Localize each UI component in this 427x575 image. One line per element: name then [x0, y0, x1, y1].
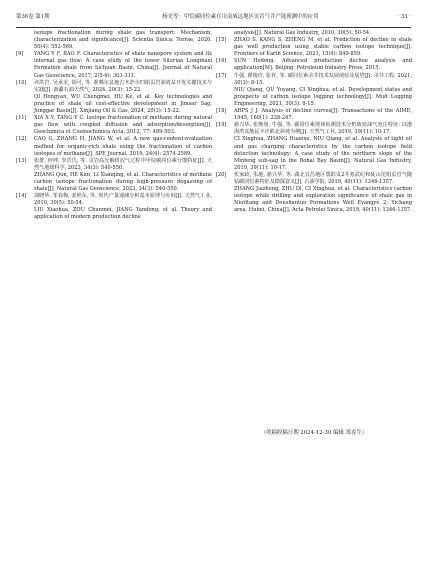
- reference-entry: [16, 136, 212, 157]
- reference-text: [34, 158, 212, 193]
- reference-line: XIA X Y, TANG Y C. Isotope fractionation of methane during natural gas flow with coupled diffusion and adsorption/desorption[J]. Geochimica et Cosmochimica Acta, 2012, 77: 489-503.: [34, 115, 212, 136]
- reference-text: [234, 37, 412, 58]
- reference-line: ZHAO S, KANG S, ZHENG M, et al. Prediction of decline in shale gas well production using stable carbon isotope technique[J]. Frontiers of Earth Science, 2021, 15(4): 849-859.: [234, 37, 412, 58]
- reference-entry: [16, 80, 212, 115]
- references-left-column: [16, 30, 212, 222]
- reference-number: [15]: [216, 37, 227, 44]
- reference-line: 慈兴华, 张焕旭, 牛强, 等. 碳同位素现场检测技术分析致密油气充注特征: 以渤海湾盆地民丰洼陷北斜坡为例[J]. 天然气工业, 2019, 39(11): 10-17.: [234, 122, 412, 136]
- reference-text: [16, 30, 212, 51]
- reference-line: isotope fractionation during shale gas transport: Mechanism, characterization and significance[J]. Scientia Sinica: Terrae, 2020, 50(4): 553-569.: [34, 30, 212, 51]
- running-title: 杨光等：甲烷碳同位素在川南威远地区页岩气井产能预测中的应用: [162, 14, 319, 20]
- reference-number: [17]: [216, 72, 227, 79]
- reference-line: SUN Hedong. Advanced production decline analysis and application[M]. Beijing: Petroleum Industry Press, 2015.: [234, 58, 412, 72]
- reference-text: [34, 80, 212, 115]
- reference-text: [234, 58, 412, 72]
- reference-entry: [16, 51, 212, 79]
- reference-entry: [16, 193, 212, 221]
- header-rule: [16, 27, 411, 28]
- reference-number: [9]: [16, 51, 24, 58]
- reference-entry: [216, 30, 412, 37]
- reference-line: ZHANG Jiazheng, ZHU Di, CI Xinghua, et al. Characteristics carbon isotope while drilling and exploration significance of shale gas in Niutitang and Doushantuo Formations Well Eyangye 2, Yichang area, Hubei, China[J]. Acta Petrolei Sinica, 2019, 40(11): 1346-1357.: [234, 186, 412, 214]
- reference-line: LIU Xiaohua, ZOU Chunmei, JIANG Yandong, et al. Theory and application of modern production decline: [34, 207, 212, 221]
- reference-line: 齐洪岩, 吴承美, 胡可, 等. 准噶尔盆地吉木萨尔凹陷页岩油效益开发关键技术与实践[J]. 新疆石油天然气, 2024, 20(3): 15-22.: [34, 79, 212, 93]
- reference-line: ZHANG Qun, HE Kun, LI Xianqing, et al. Characteristics of methane carbon isotope fractionation during high-pressure degassing of shale[J]. Natural Gas Geoscience, 2023, 34(3): 540-550.: [34, 171, 212, 193]
- reference-entry: [216, 58, 412, 72]
- reference-number: [16]: [216, 58, 227, 65]
- reference-line: YANG Y F, BAO F. Characteristics of shale nanopore system and its internal gas flow: A case study of the lower Silurian Longmaxi Formation shale from Sichuan Basin, China[J]. Journal of Natural Gas Geoscience, 2017, 2(5-6): 303-311.: [34, 51, 212, 79]
- reference-line: 刘晓华, 邹春梅, 姜艳东, 等. 现代产量递减分析基本原理与应用[J]. 天然气工业, 2010, 30(5): 50-54.: [34, 193, 212, 207]
- reference-line: 牛强, 瞿俊玲, 张祥, 等. 碳同位素录井技术发展现状及展望[J]. 录井工程, 2021, 30(3): 8-15.: [234, 72, 412, 86]
- references-right-column: [216, 30, 412, 214]
- reference-text: [34, 115, 212, 136]
- reference-line: ARPS J J. Analysis of decline curves[J]. Transactions of the AIME, 1945, 160(1): 228-247.: [234, 108, 412, 122]
- reference-line: QI Hongyan, WU Chengmei, HU Ke, et al. Key technologies and practice of shale oil cost-effective development in Jimsar Sag, Junggar Basin[J]. Xinjiang Oil & Gas, 2024, 20(3): 15-22.: [34, 93, 212, 115]
- reference-line: CI Xinghua, ZHANG Huanxu, NIU Qiang, et al. Analysis of tight oil and gas charging characteristics by the carbon isotope field detection technology: A case study of the northern slope of the Minfeng sub-sag in the Bohai Bay Basin[J]. Natural Gas Industry, 2019, 39(11): 10-17.: [234, 136, 412, 171]
- reference-entry: [216, 37, 412, 58]
- reference-text: [34, 51, 212, 79]
- reference-number: [20]: [216, 171, 227, 178]
- reference-text: [234, 73, 412, 108]
- reference-number: [18]: [216, 108, 227, 115]
- received-date-editor: （收稿收稿日期 2024-12-30 编辑 郑春生）: [260, 430, 368, 436]
- reference-number: [13]: [16, 157, 27, 164]
- running-header: [16, 9, 411, 25]
- reference-line: NIU Qiang, QU Yuyang, CI Xinghua, et al. Development status and prospects of carbon isotope logging technology[J]. Mud Logging Engineering, 2021, 30(3): 8-15.: [234, 86, 412, 107]
- reference-number: [19]: [216, 122, 227, 129]
- reference-line: CAO G, ZHANG H, JIANG W, et al. A new gas-content-evaluation method for organic-rich shale using the fractionation of carbon isotopes of methane[J]. SPE Journal, 2019, 24(6): 2574-2589.: [34, 136, 212, 157]
- reference-number: [11]: [16, 115, 27, 122]
- reference-entry: [216, 122, 412, 172]
- reference-entry: [16, 115, 212, 136]
- reference-text: [234, 122, 412, 172]
- reference-number: [12]: [16, 136, 27, 143]
- reference-text: [234, 172, 412, 215]
- reference-line: analysis[J]. Natural Gas Industry, 2010, 30(5): 50-54.: [234, 30, 371, 36]
- reference-entry: [216, 73, 412, 108]
- reference-entry: [216, 172, 412, 215]
- reference-text: [234, 108, 412, 122]
- reference-text: [34, 193, 212, 221]
- reference-entry: [216, 108, 412, 122]
- reference-number: [14]: [16, 193, 27, 200]
- reference-text: [216, 30, 412, 37]
- page-number: · 33 ·: [397, 14, 411, 20]
- reference-number: [10]: [16, 79, 27, 86]
- reference-entry: [16, 158, 212, 193]
- reference-line: 张家政, 朱地, 慈兴华, 等. 湖北宜昌地区鄂阳页2井寒武纪和陡山沱组页岩气随钻碳同位素特征及勘探意义[J]. 石油学报, 2019, 40(11): 1346-1357.: [234, 171, 412, 185]
- reference-entry: [16, 30, 212, 51]
- volume-issue: 第36卷 第1期: [16, 14, 50, 20]
- reference-text: [34, 136, 212, 157]
- reference-line: 张群, 何坤, 李晋氏, 等. 页岩高压解析放气过程中甲烷碳同位素分馏特征[J]. 天然气地球科学, 2023, 34(3): 540-550.: [34, 157, 212, 171]
